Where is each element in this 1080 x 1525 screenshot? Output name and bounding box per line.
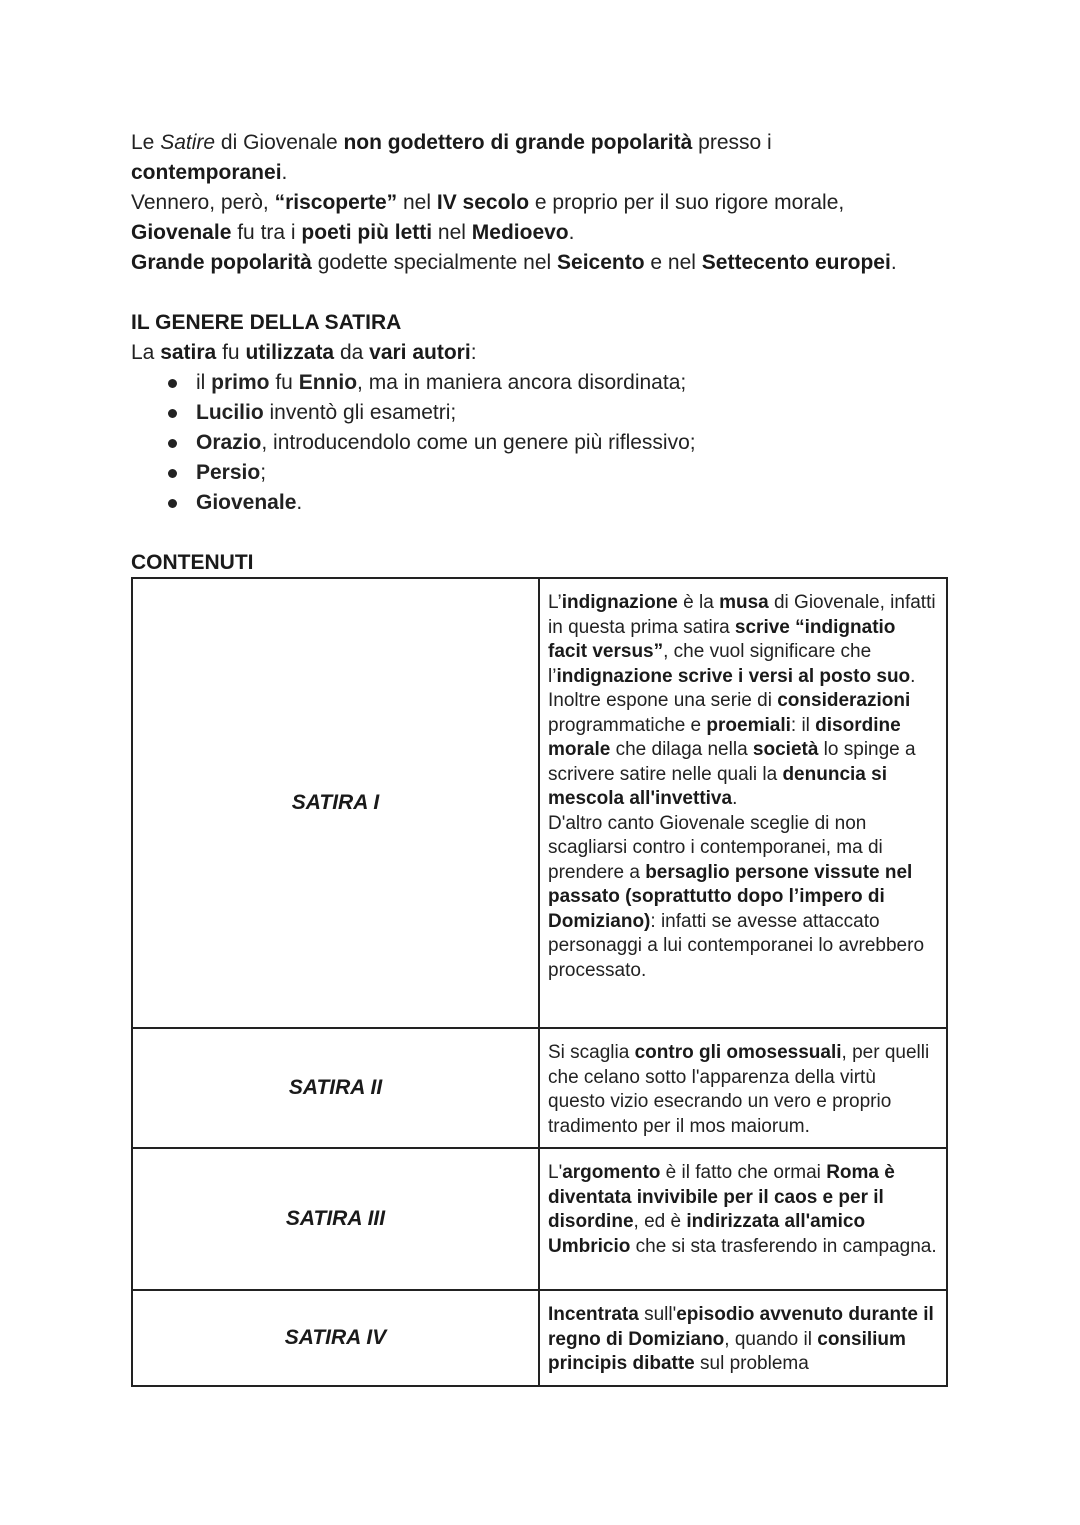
satira-description	[539, 578, 947, 1028]
contents-table	[131, 577, 948, 1387]
bullet-icon	[168, 469, 177, 478]
document-body	[131, 128, 951, 578]
genre-lead: La satira fu utilizzata da vari autori:	[131, 341, 477, 364]
description-paragraph: L’indignazione è la musa di Giovenale, infatti in questa prima satira scrive “indignatio facit versus”, che vuol significare che l’indignazione scrive i versi al posto suo.	[548, 592, 936, 687]
list-item: Orazio, introducendolo come un genere più riflessivo;	[131, 428, 951, 458]
intro-paragraph-2: Vennero, però, “riscoperte” nel IV secolo e proprio per il suo rigore morale, Giovenale fu tra i poeti più letti nel Medioevo.	[131, 191, 845, 244]
bullet-icon	[168, 409, 177, 418]
table-row	[132, 578, 947, 1028]
list-item: Persio;	[131, 458, 951, 488]
table-row	[132, 1028, 947, 1148]
description-paragraph: Incentrata sull'episodio avvenuto durante il regno di Domiziano, quando il consilium principis dibatte sul problema	[548, 1304, 934, 1374]
satira-description	[539, 1148, 947, 1290]
table-row	[132, 1148, 947, 1290]
list-item: Giovenale.	[131, 488, 951, 518]
table-row	[132, 1290, 947, 1386]
list-item: Lucilio inventò gli esametri;	[131, 398, 951, 428]
satira-description	[539, 1028, 947, 1148]
satira-description	[539, 1290, 947, 1386]
description-paragraph: L'argomento è il fatto che ormai Roma è diventata invivibile per il caos e per il disordine, ed è indirizzata all'amico Umbricio che si sta trasferendo in campagna.	[548, 1162, 937, 1257]
satira-label: SATIRA III	[132, 1148, 539, 1290]
description-paragraph: D'altro canto Giovenale sceglie di non scagliarsi contro i contemporanei, ma di prendere a bersaglio persone vissute nel passato (soprattutto dopo l’impero di Domiziano): infatti se avesse attaccato personaggi a lui contemporanei lo avrebbero processato.	[548, 812, 925, 981]
intro-paragraph-1: Le Satire di Giovenale non godettero di grande popolarità presso i contemporanei.	[131, 131, 772, 184]
bullet-icon	[168, 439, 177, 448]
description-paragraph: Si scaglia contro gli omosessuali, per quelli che celano sotto l'apparenza della virtù questo vizio esecrando un vero e proprio tradimento per il mos maiorum.	[548, 1042, 930, 1137]
genre-heading: IL GENERE DELLA SATIRA	[131, 311, 402, 334]
contents-heading: CONTENUTI	[131, 551, 254, 574]
intro-paragraph-3: Grande popolarità godette specialmente nel Seicento e nel Settecento europei.	[131, 251, 897, 274]
bullet-icon	[168, 499, 177, 508]
satira-label: SATIRA IV	[132, 1290, 539, 1386]
list-item: il primo fu Ennio, ma in maniera ancora disordinata;	[131, 368, 951, 398]
satira-label: SATIRA I	[132, 578, 539, 1028]
satira-label: SATIRA II	[132, 1028, 539, 1148]
authors-list	[131, 368, 951, 518]
bullet-icon	[168, 379, 177, 388]
description-paragraph: Inoltre espone una serie di considerazioni programmatiche e proemiali: il disordine morale che dilaga nella società lo spinge a scrivere satire nelle quali la denuncia si mescola all'invettiva.	[548, 690, 916, 809]
